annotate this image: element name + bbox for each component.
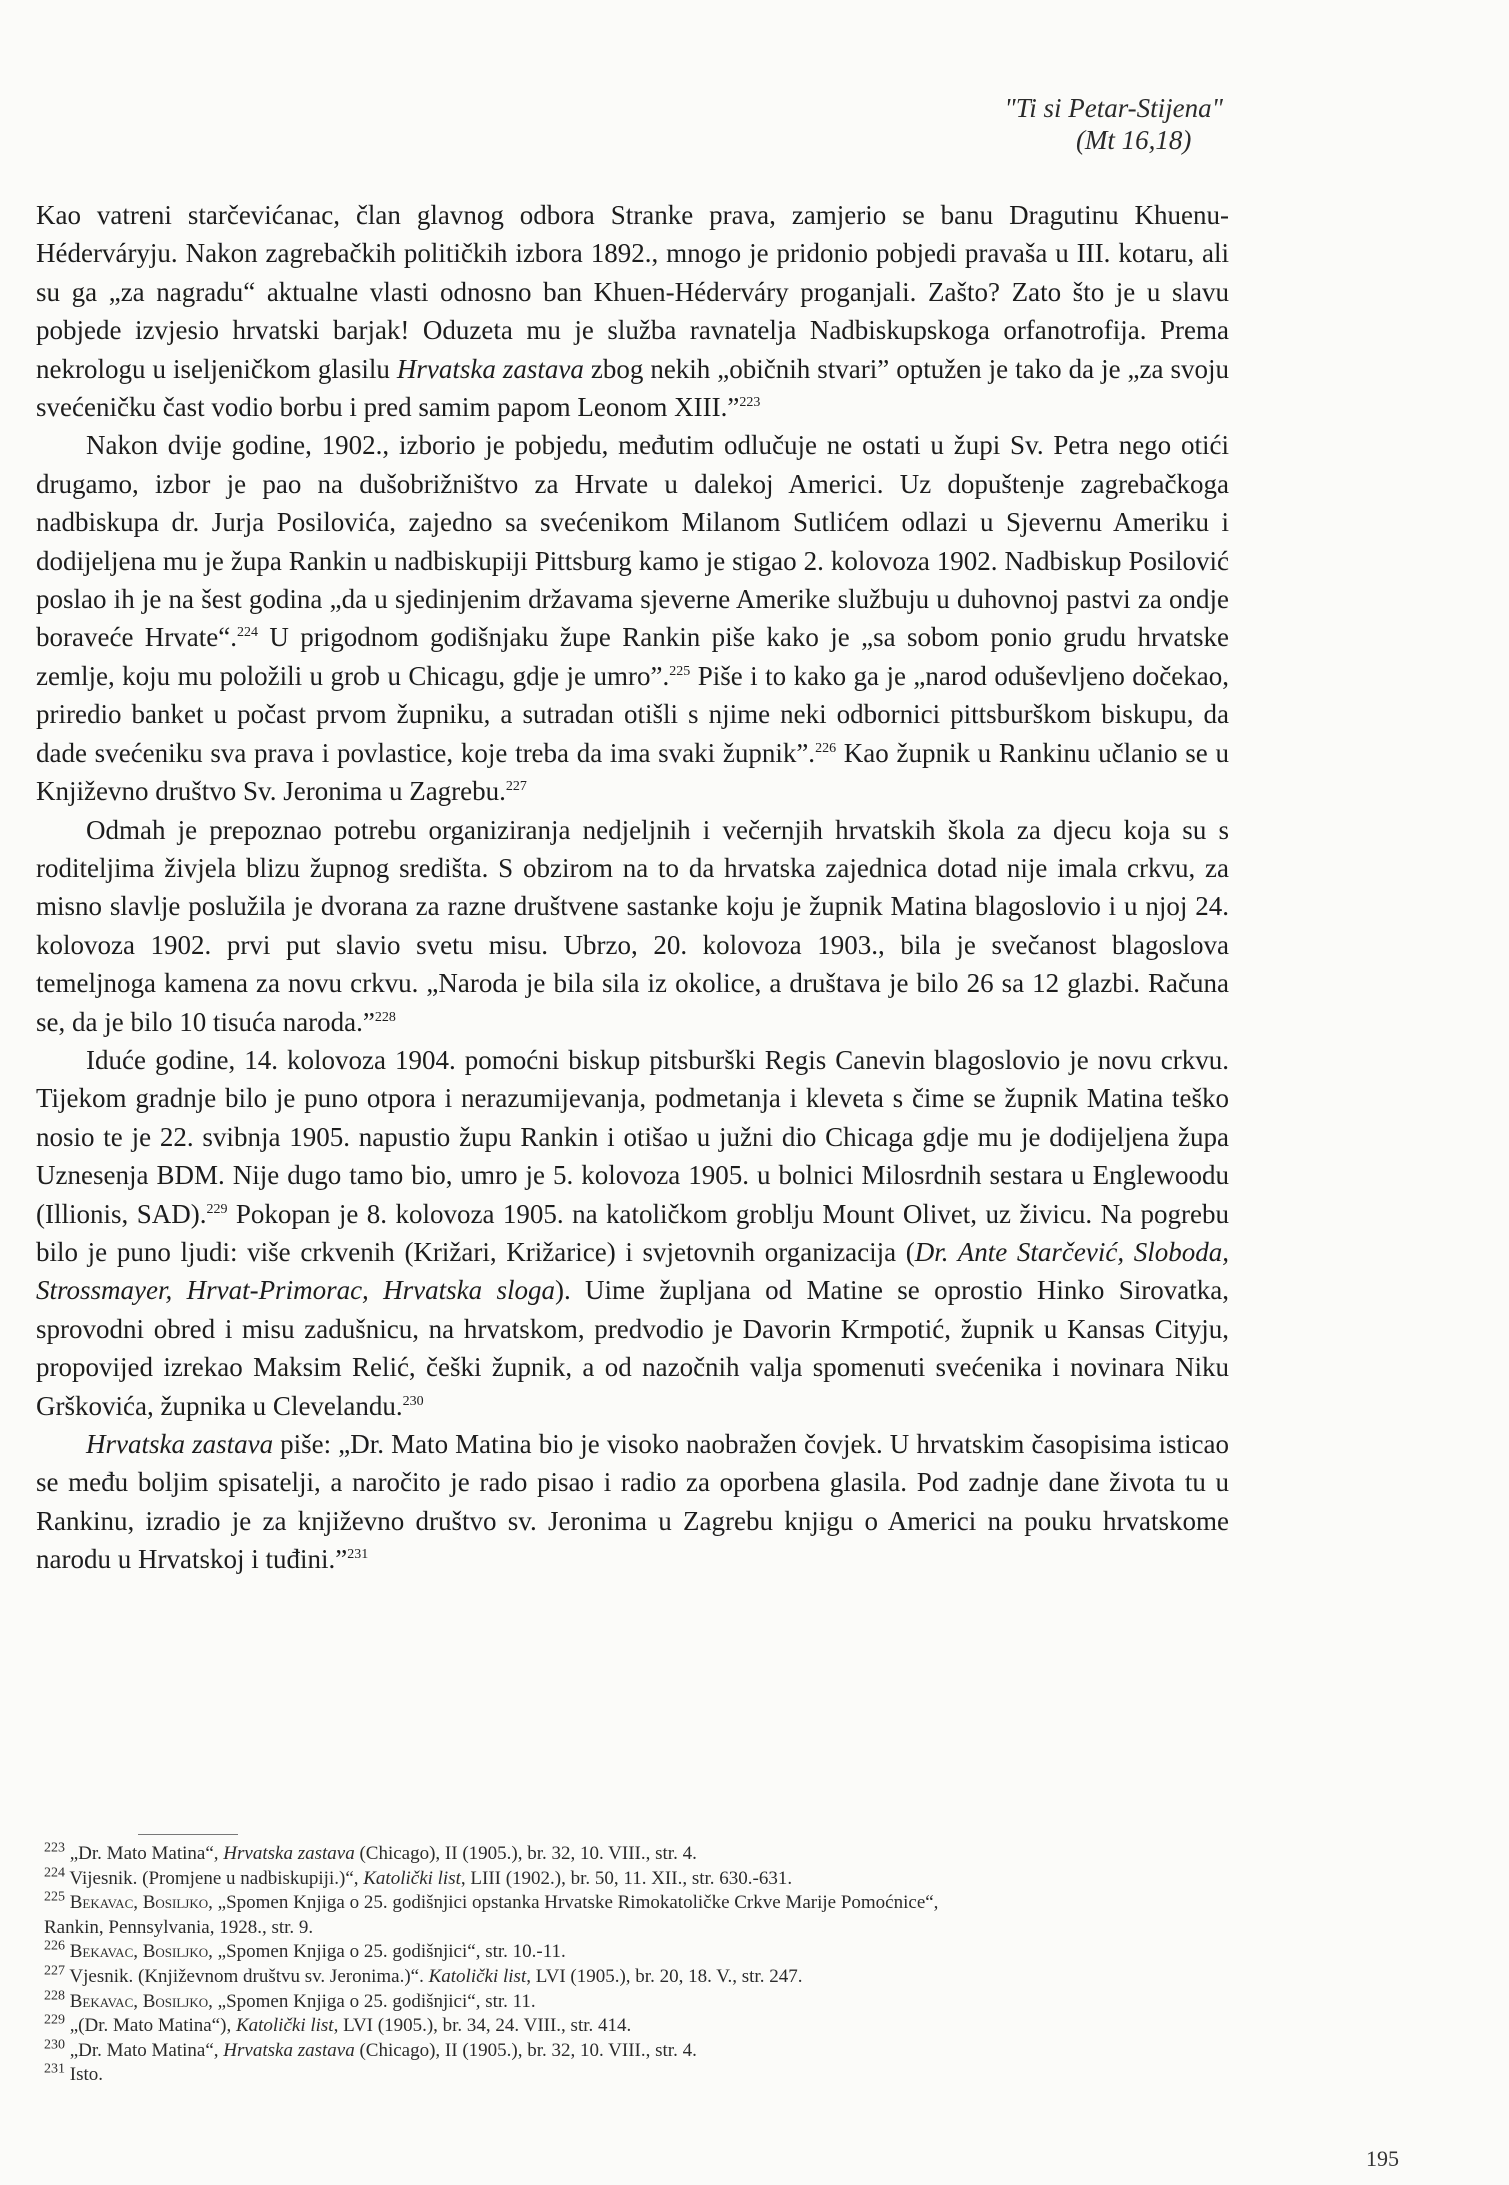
- footnote-number: 224: [44, 1865, 65, 1881]
- paragraph-text: Kao župnik u Rankinu učlanio se u Književno društvo Sv. Jeronima u Zagrebu.: [36, 737, 1229, 807]
- italic-org-list: Dr. Ante Starčević, Sloboda, Strossmayer, Hrvat-Primorac, Hrvatska sloga: [36, 1236, 1229, 1306]
- footnote-227: [44, 1965, 1229, 1990]
- footnote-author: Bekavac, Bosiljko,: [65, 1941, 218, 1963]
- footnote-number: 226: [44, 1939, 65, 1955]
- footnote-ref: 223: [739, 395, 761, 411]
- footnote-text: Vijesnik. (Promjene u nadbiskupiji.)“,: [65, 1867, 364, 1889]
- footnote-source: Hrvatska zastava: [223, 2039, 355, 2061]
- footnote-text: „Dr. Mato Matina“,: [65, 2039, 224, 2061]
- paragraph-text: ). Uime župljana od Matine se oprostio Hinko Sirovatka, sprovodni obred i misu zadušnicu, na hrvatskom, predvodio je Davorin Krmpotić, župnik u Kansas Cityju, propovijed izrekao Maksim Relić, češki župnik, a od nazočnih valja spomenuti svećenika i novinara Niku Grškovića, župnika u Clevelandu.: [36, 1275, 1229, 1421]
- footnote-ref: 228: [374, 1009, 396, 1025]
- footnote-source: Katolički list: [428, 1965, 527, 1987]
- footnote-divider: [138, 1834, 238, 1835]
- footnote-number: 225: [44, 1889, 65, 1905]
- footnote-author: Bekavac, Bosiljko,: [65, 1892, 218, 1914]
- footnote-231: [44, 2063, 1229, 2088]
- footnote-text: (Chicago), II (1905.), br. 32, 10. VIII., str. 4.: [354, 2039, 697, 2061]
- footnote-text: , LVI (1905.), br. 20, 18. V., str. 247.: [526, 1965, 803, 1987]
- footnote-228: [44, 1990, 1229, 2015]
- paragraph-text: piše: „Dr. Mato Matina bio je visoko naobražen čovjek. U hrvatskim časopisima isticao se među boljim spisatelji, a naročito je rado pisao i radio za oporbena glasila. Pod zadnje dane života tu u Rankinu, izradio je za književno društvo sv. Jeronima u Zagrebu knjigu o Americi na pouku hrvatskome narodu u Hrvatskoj i tuđini.”: [36, 1429, 1230, 1575]
- footnote-text: Rankin, Pennsylvania, 1928., str. 9.: [44, 1916, 314, 1938]
- footnote-text: „Spomen Knjiga o 25. godišnjici opstanka Hrvatske Rimokatoličke Crkve Marije Pomoćnice“,: [217, 1892, 939, 1914]
- footnote-ref: 231: [347, 1547, 369, 1563]
- footnote-text: „Spomen Knjiga o 25. godišnjici“, str. 10.-11.: [217, 1941, 566, 1963]
- footnote-text: Isto.: [65, 2064, 103, 2086]
- running-head: [1004, 92, 1223, 156]
- paragraph-2: [36, 426, 1229, 810]
- paragraph-text: Nakon dvije godine, 1902., izborio je pobjedu, međutim odlučuje ne ostati u župi Sv. Petra nego otići drugamo, izbor je pao na dušobrižništvo za Hrvate u dalekoj Americi. Uz dopuštenje zagrebačkoga nadbiskupa dr. Jurja Posilovića, zajedno sa svećenikom Milanom Sutlićem odlazi u Sjevernu Ameriku i dodijeljena mu je župa Rankin u nadbiskupiji Pittsburg kamo je stigao 2. kolovoza 1902. Nadbiskup Posilović poslao ih je na šest godina „da u sjedinjenim državama sjeverne Amerike službuju u duhovnoj pastvi za ondje boraveće Hrvate“.: [36, 430, 1229, 653]
- footnote-224: [44, 1867, 1229, 1892]
- footnote-ref: 229: [206, 1201, 228, 1217]
- paragraph-1: [36, 196, 1229, 426]
- italic-title: Hrvatska zastava: [86, 1429, 274, 1459]
- paragraph-3: [36, 811, 1229, 1041]
- footnote-230: [44, 2039, 1229, 2064]
- footnote-ref: 230: [402, 1393, 424, 1409]
- footnote-number: 230: [44, 2037, 65, 2053]
- paragraph-text: zbog nekih „običnih stvari” optužen je tako da je „za svoju svećeničku čast vodio borbu i pred samim papom Leonom XIII.”: [36, 353, 1229, 423]
- footnote-223: [44, 1842, 1229, 1867]
- footnote-ref: 227: [505, 779, 527, 795]
- footnote-text: , LVI (1905.), br. 34, 24. VIII., str. 414.: [333, 2015, 632, 2037]
- footnote-number: 227: [44, 1963, 65, 1979]
- footnote-225: [44, 1891, 1229, 1940]
- footnote-text: (Chicago), II (1905.), br. 32, 10. VIII., str. 4.: [354, 1843, 697, 1864]
- paragraph-text: Odmah je prepoznao potrebu organiziranja nedjeljnih i večernjih hrvatskih škola za djecu koja su s roditeljima živjela blizu župnog središta. S obzirom na to da hrvatska zajednica dotad nije imala crkvu, za misno slavlje poslužila je dvorana za razne društvene sastanke koju je župnik Matina blagoslovio i u njoj 24. kolovoza 1902. prvi put slavio svetu misu. Ubrzo, 20. kolovoza 1903., bila je svečanost blagoslova temeljnoga kamena za novu crkvu. „Naroda je bila sila iz okolice, a društava je bilo 26 sa 12 glazbi. Računa se, da je bilo 10 tisuća naroda.”: [36, 814, 1229, 1037]
- footnote-number: 228: [44, 1988, 65, 2004]
- running-head-title: "Ti si Petar-Stijena": [1004, 93, 1223, 123]
- body-text: [36, 196, 1229, 1579]
- paragraph-text: Piše i to kako ga je „narod oduševljeno dočekao, priredio banket u počast prvom župniku, a sutradan otišli s njime neki odbornici pittsburškom biskupu, da dade svećeniku sva prava i povlastice, koje treba da ima svaki župnik”.: [36, 660, 1229, 768]
- footnote-author: Bekavac, Bosiljko,: [65, 1990, 218, 2012]
- footnote-source: Katolički list: [235, 2015, 334, 2037]
- paragraph-text: U prigodnom godišnjaku župe Rankin piše kako je „sa sobom ponio grudu hrvatske zemlje, koju mu položili u grob u Chicagu, gdje je umro”.: [36, 622, 1229, 691]
- footnote-226: [44, 1940, 1229, 1965]
- running-head-reference: (Mt 16,18): [1075, 125, 1192, 155]
- footnotes: [44, 1842, 1229, 2088]
- footnote-ref: 226: [815, 740, 837, 756]
- paragraph-text: Kao vatreni starčevićanac, član glavnog odbora Stranke prava, zamjerio se banu Dragutinu Khuenu-Héderváryju. Nakon zagrebačkih političkih izbora 1892., mnogo je pridonio pobjedi pravaša u III. kotaru, ali su ga „za nagradu“ aktualne vlasti odnosno ban Khuen-Héderváry proganjali. Zašto? Zato što je u slavu pobjede izvjesio hrvatski barjak! Oduzeta mu je služba ravnatelja Nadbiskupskoga orfanotrofija. Prema nekrologu u iseljeničkom glasilu: [36, 200, 1229, 384]
- footnote-229: [44, 2014, 1229, 2039]
- footnote-ref: 224: [236, 625, 258, 641]
- italic-title: Hrvatska zastava: [396, 353, 584, 384]
- footnote-text: „Spomen Knjiga o 25. godišnjici“, str. 11.: [217, 1990, 536, 2012]
- footnote-number: 223: [44, 1840, 65, 1856]
- footnote-source: Hrvatska zastava: [223, 1843, 355, 1864]
- footnote-number: 229: [44, 2012, 65, 2028]
- footnote-text: „Dr. Mato Matina“,: [65, 1843, 224, 1864]
- footnote-text: , LIII (1902.), br. 50, 11. XII., str. 630.-631.: [460, 1867, 793, 1889]
- paragraph-text: Pokopan je 8. kolovoza 1905. na katoličkom groblju Mount Olivet, uz živicu. Na pogrebu bilo je puno ljudi: više crkvenih (Križari, Križarice) i svjetovnih organizacija (: [36, 1198, 1229, 1267]
- footnote-ref: 225: [669, 663, 691, 679]
- footnote-number: 231: [44, 2062, 65, 2078]
- paragraph-4: [36, 1041, 1229, 1425]
- footnote-text: Vjesnik. (Književnom društvu sv. Jeronima.)“.: [65, 1965, 429, 1987]
- page-number: 195: [1366, 2146, 1399, 2171]
- footnote-source: Katolički list: [363, 1867, 461, 1889]
- footnote-text: „(Dr. Mato Matina“),: [65, 2015, 236, 2037]
- paragraph-5: [36, 1425, 1229, 1579]
- paragraph-text: Iduće godine, 14. kolovoza 1904. pomoćni biskup pitsburški Regis Canevin blagoslovio je novu crkvu. Tijekom gradnje bilo je puno otpora i nerazumijevanja, podmetanja i kleveta s čime se župnik Matina teško nosio te je 22. svibnja 1905. napustio župu Rankin i otišao u južni dio Chicaga gdje mu je dodijeljena župa Uznesenja BDM. Nije dugo tamo bio, umro je 5. kolovoza 1905. u bolnici Milosrdnih sestara u Englewoodu (Illionis, SAD).: [36, 1044, 1229, 1229]
